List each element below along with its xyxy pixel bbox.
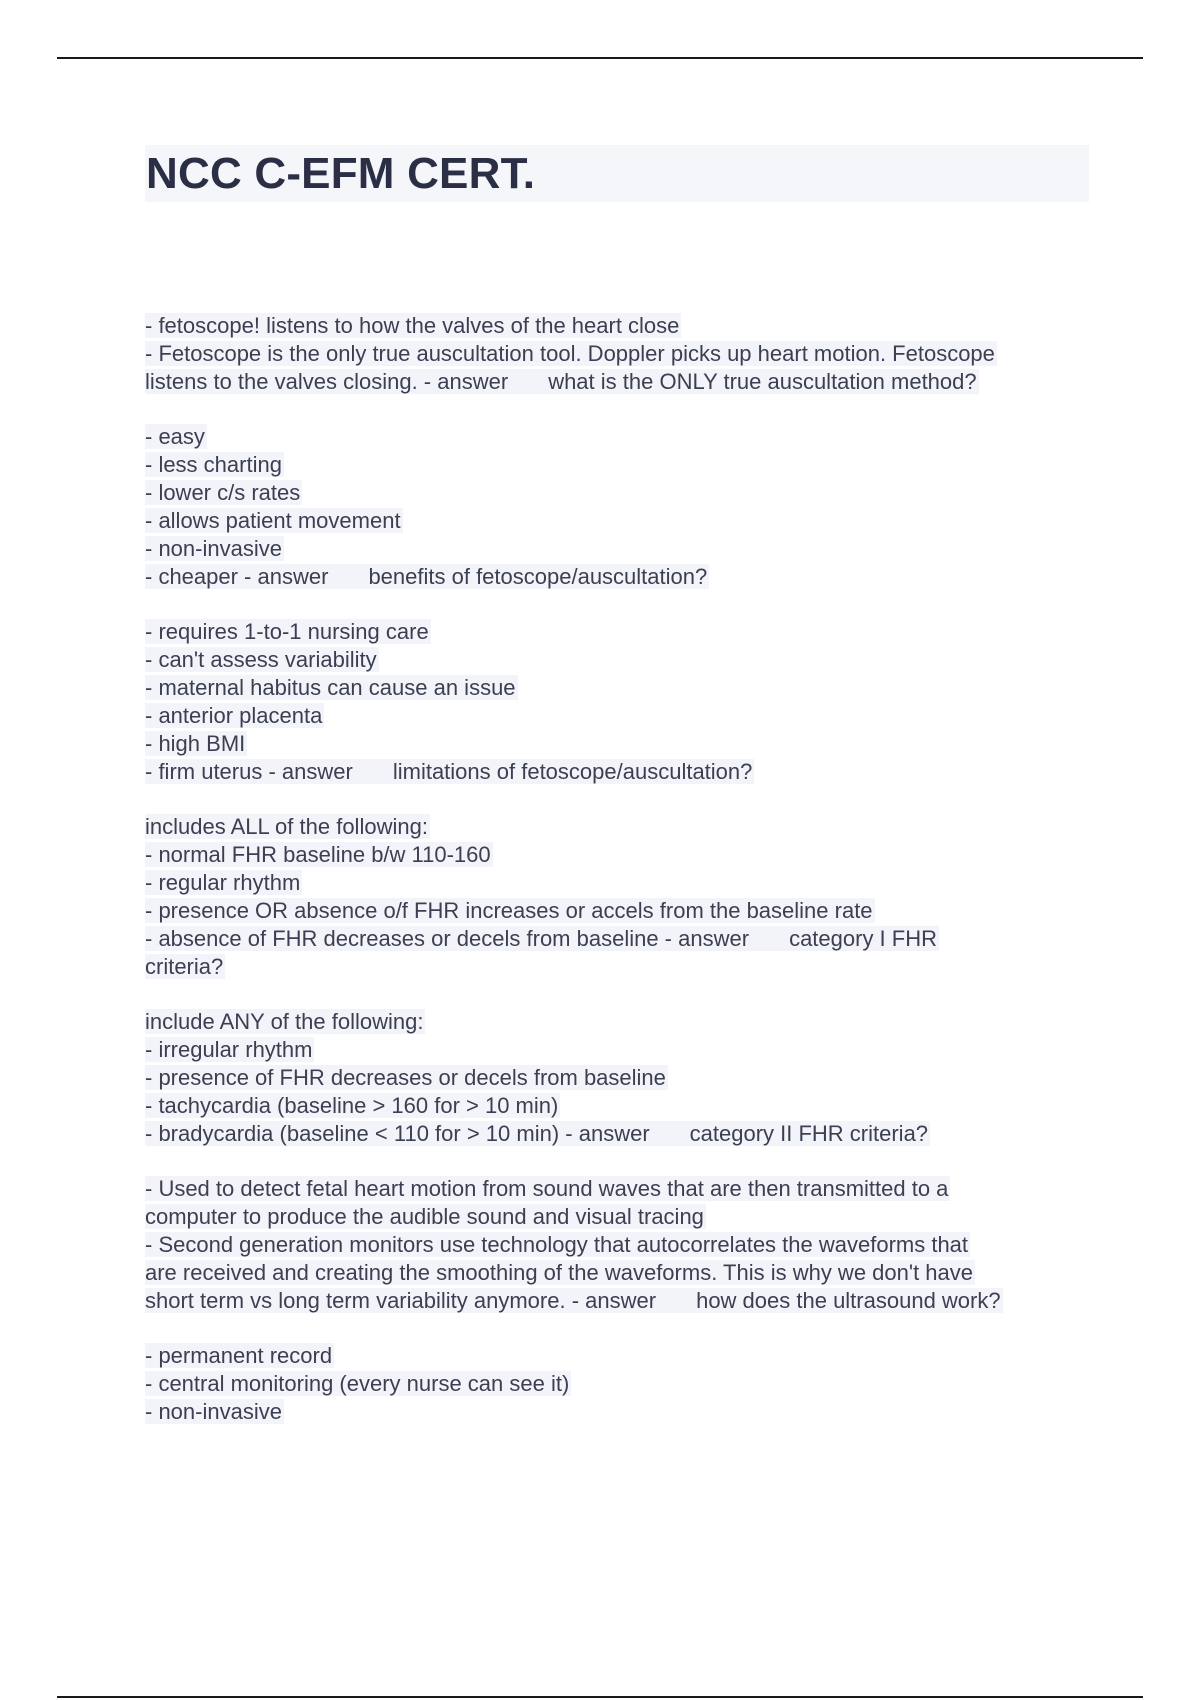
card-line: - Used to detect fetal heart motion from sound waves that are then transmitted to a bbox=[145, 1176, 949, 1201]
card-line: - central monitoring (every nurse can see it) bbox=[145, 1371, 570, 1396]
flashcard bbox=[145, 618, 1095, 786]
flashcard bbox=[145, 423, 1095, 591]
answer-label: answer bbox=[257, 564, 329, 589]
answer-line-prefix: listens to the valves closing. - bbox=[145, 369, 432, 394]
card-line: - presence of FHR decreases or decels from baseline bbox=[145, 1065, 666, 1090]
card-line: - tachycardia (baseline > 160 for > 10 min) bbox=[145, 1093, 559, 1118]
card-line: - maternal habitus can cause an issue bbox=[145, 675, 516, 700]
answer-line-prefix: - cheaper - bbox=[145, 564, 252, 589]
card-line: include ANY of the following: bbox=[145, 1009, 424, 1034]
top-rule bbox=[57, 57, 1143, 59]
card-line: - less charting bbox=[145, 452, 282, 477]
flashcard bbox=[145, 1342, 1095, 1426]
card-line: - irregular rhythm bbox=[145, 1037, 313, 1062]
card-question-continued: criteria? bbox=[145, 954, 224, 979]
answer-line-prefix: - firm uterus - bbox=[145, 759, 276, 784]
answer-line-prefix: - bradycardia (baseline < 110 for > 10 min) - bbox=[145, 1121, 573, 1146]
card-line: - anterior placenta bbox=[145, 703, 323, 728]
card-question: limitations of fetoscope/auscultation? bbox=[392, 759, 753, 784]
card-line: computer to produce the audible sound and visual tracing bbox=[145, 1204, 704, 1229]
card-line: - normal FHR baseline b/w 110-160 bbox=[145, 842, 491, 867]
card-line: - allows patient movement bbox=[145, 508, 401, 533]
card-line: - permanent record bbox=[145, 1343, 333, 1368]
card-line: - Fetoscope is the only true auscultation tool. Doppler picks up heart motion. Fetoscope bbox=[145, 341, 995, 366]
answer-line-prefix: short term vs long term variability anymore. - bbox=[145, 1288, 580, 1313]
card-line: - regular rhythm bbox=[145, 870, 301, 895]
card-line: - easy bbox=[145, 424, 205, 449]
card-line: are received and creating the smoothing of the waveforms. This is why we don't have bbox=[145, 1260, 974, 1285]
card-line: - requires 1-to-1 nursing care bbox=[145, 619, 429, 644]
card-line: - fetoscope! listens to how the valves of the heart close bbox=[145, 313, 680, 338]
card-line: - non-invasive bbox=[145, 536, 282, 561]
flashcard bbox=[145, 813, 1095, 981]
answer-label: answer bbox=[281, 759, 353, 784]
card-line: includes ALL of the following: bbox=[145, 814, 428, 839]
flashcard-list bbox=[145, 312, 1095, 1453]
card-line: - lower c/s rates bbox=[145, 480, 301, 505]
card-question: how does the ultrasound work? bbox=[696, 1288, 1001, 1313]
answer-label: answer bbox=[578, 1121, 650, 1146]
card-line: - can't assess variability bbox=[145, 647, 377, 672]
card-question: benefits of fetoscope/auscultation? bbox=[368, 564, 708, 589]
flashcard bbox=[145, 312, 1095, 396]
card-question: what is the ONLY true auscultation method? bbox=[548, 369, 977, 394]
card-line: - Second generation monitors use technology that autocorrelates the waveforms that bbox=[145, 1232, 969, 1257]
answer-label: answer bbox=[437, 369, 509, 394]
card-line: - high BMI bbox=[145, 731, 246, 756]
answer-label: answer bbox=[678, 926, 750, 951]
card-question: category II FHR criteria? bbox=[689, 1121, 929, 1146]
bottom-rule bbox=[57, 1696, 1143, 1698]
answer-line-prefix: - absence of FHR decreases or decels from baseline - bbox=[145, 926, 673, 951]
card-line: - non-invasive bbox=[145, 1399, 282, 1424]
flashcard bbox=[145, 1008, 1095, 1148]
answer-label: answer bbox=[585, 1288, 657, 1313]
page-title: NCC C-EFM CERT. bbox=[146, 149, 536, 198]
card-question: category I FHR bbox=[789, 926, 937, 951]
card-line: - presence OR absence o/f FHR increases or accels from the baseline rate bbox=[145, 898, 873, 923]
flashcard bbox=[145, 1175, 1095, 1315]
